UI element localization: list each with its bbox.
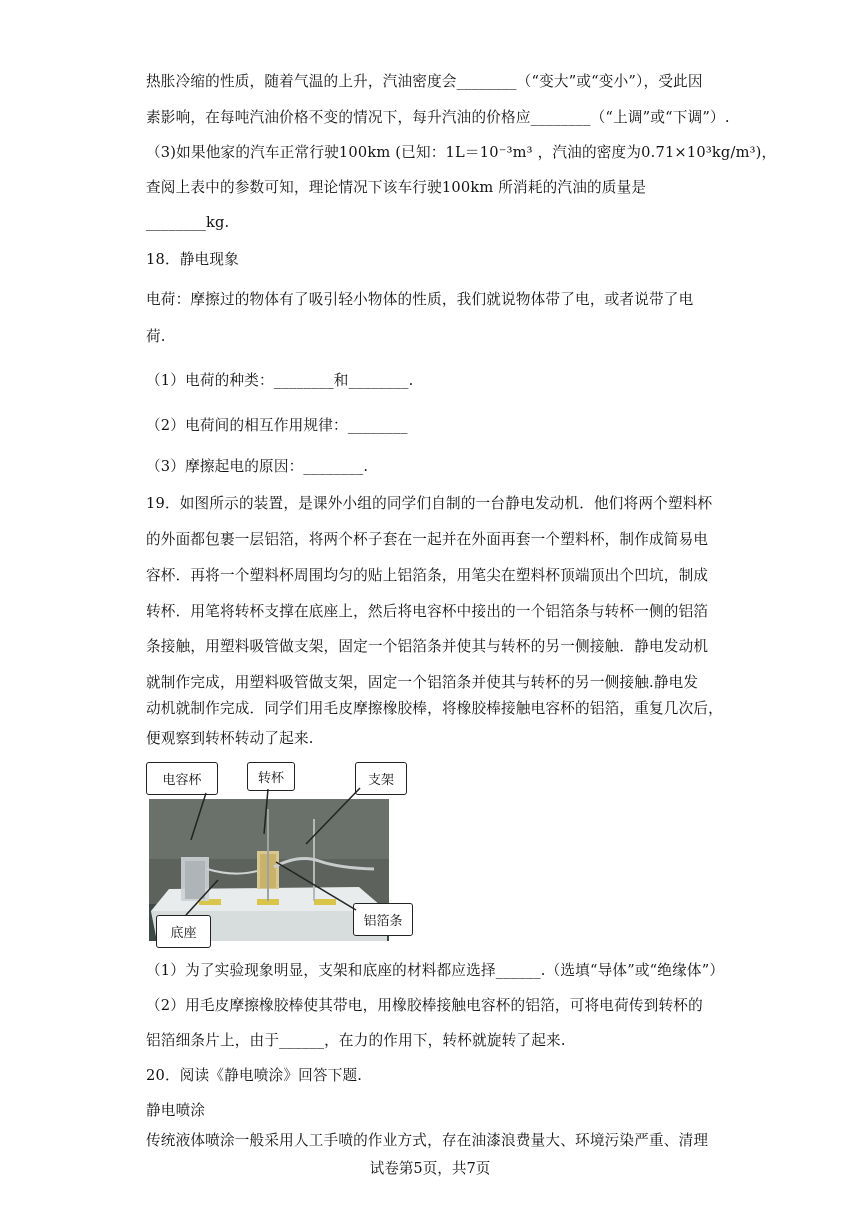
- page-footer: 试卷第5页，共7页: [369, 1160, 491, 1177]
- text-line: 查阅上表中的参数可知，理论情况下该车行驶100km 所消耗的汽油的质量是: [146, 179, 647, 196]
- label-rotor-cup: 转杯: [247, 762, 295, 791]
- text-line: 电荷：摩擦过的物体有了吸引轻小物体的性质，我们就说物体带了电，或者说带了电: [146, 291, 694, 308]
- label-leader-lines: [146, 762, 416, 948]
- text-line: 素影响，在每吨汽油价格不变的情况下，每升汽油的价格应________（“上调”或“下调”）.: [146, 109, 730, 126]
- text-line: （1）为了实验现象明显，支架和底座的材料都应选择______.（选填“导体”或“绝缘体”）: [146, 962, 725, 979]
- text-line: 动机就制作完成．同学们用毛皮摩擦橡胶棒，将橡胶棒接触电容杯的铝箔，重复几次后，: [146, 700, 723, 717]
- text-line: ________kg.: [146, 214, 230, 231]
- text-line: 转杯．用笔将转杯支撑在底座上，然后将电容杯中接出的一个铝箔条与转杯一侧的铝箔: [146, 603, 709, 620]
- text-line: 就制作完成，用塑料吸管做支架，固定一个铝箔条并使其与转杯的另一侧接触.静电发: [146, 674, 699, 691]
- text-line: 便观察到转杯转动了起来.: [146, 730, 314, 747]
- label-capacitor-cup: 电容杯: [146, 762, 218, 795]
- text-line: （2）电荷间的相互作用规律：________: [146, 417, 408, 434]
- text-line: （3）摩擦起电的原因：________.: [146, 458, 369, 475]
- label-base: 底座: [156, 915, 211, 948]
- text-line: 条接触，用塑料吸管做支架，固定一个铝箔条并使其与转杯的另一侧接触．静电发动机: [146, 638, 709, 655]
- text-line: 热胀冷缩的性质，随着气温的上升，汽油密度会________（“变大”或“变小”），受此因: [146, 73, 703, 90]
- text-line: 的外面都包裹一层铝箔，将两个杯子套在一起并在外面再套一个塑料杯，制作成简易电: [146, 531, 709, 548]
- text-line: （1）电荷的种类：________和________.: [146, 372, 414, 389]
- text-line: 荷.: [146, 328, 166, 345]
- text-line: （3)如果他家的汽车正常行驶100km (已知：1L＝10⁻³m³ ，汽油的密度为0.71×10³kg/m³)，: [146, 144, 777, 161]
- question-20-title: 20．阅读《静电喷涂》回答下题.: [146, 1067, 363, 1084]
- electrostatic-motor-figure: [146, 762, 416, 948]
- question-18-title: 18．静电现象: [146, 251, 239, 268]
- label-foil-strip: 铝箔条: [353, 903, 413, 936]
- text-line: 铝箔细条片上，由于______，在力的作用下，转杯就旋转了起来.: [146, 1032, 566, 1049]
- text-line: （2）用毛皮摩擦橡胶棒使其带电，用橡胶棒接触电容杯的铝箔，可将电荷传到转杯的: [146, 997, 703, 1014]
- text-line: 传统液体喷涂一般采用人工手喷的作业方式，存在油漆浪费量大、环境污染严重、清理: [146, 1132, 709, 1149]
- section-heading: 静电喷涂: [146, 1102, 206, 1119]
- text-line: 容杯．再将一个塑料杯周围均匀的贴上铝箔条，用笔尖在塑料杯顶端顶出个凹坑，制成: [146, 567, 709, 584]
- label-support: 支架: [355, 762, 407, 795]
- question-19-title: 19．如图所示的装置，是课外小组的同学们自制的一台静电发动机．他们将两个塑料杯: [146, 495, 713, 512]
